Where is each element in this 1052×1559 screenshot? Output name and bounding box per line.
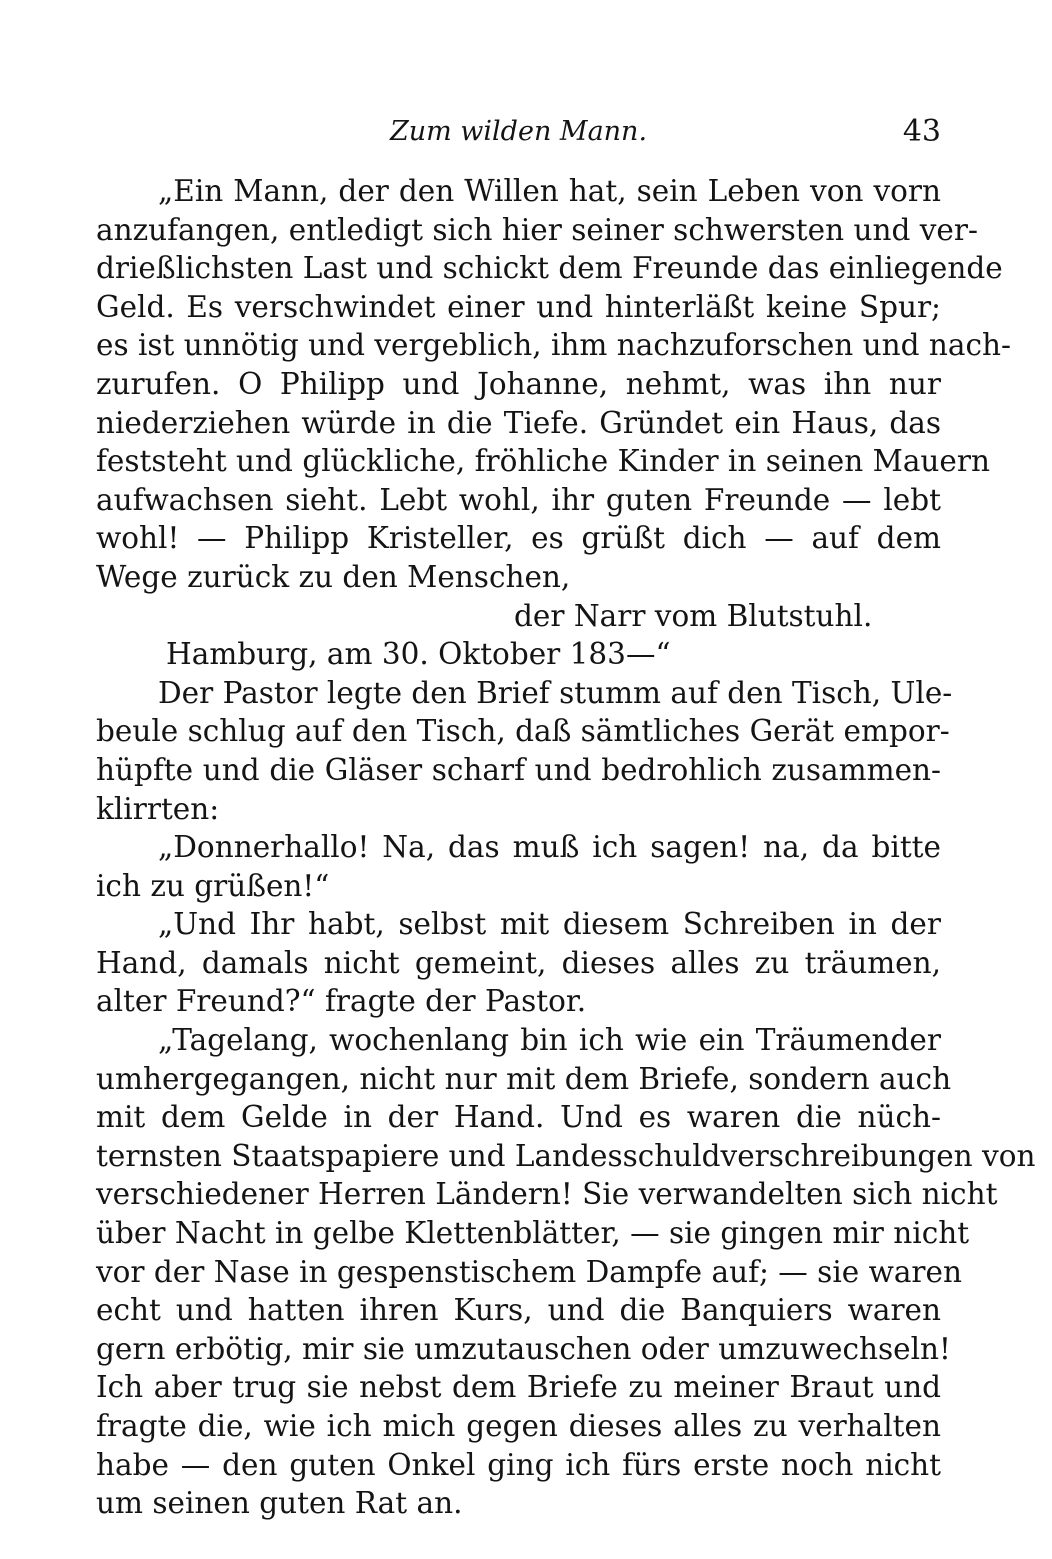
text-line: habe — den guten Onkel ging ich fürs erste noch nicht (96, 1447, 941, 1482)
text-line: über Nacht in gelbe Klettenblätter, — sie gingen mir nicht (96, 1216, 970, 1251)
text-line: Wege zurück zu den Menschen, (96, 559, 571, 594)
text-line: beule schlug auf den Tisch, daß sämtliches Gerät empor- (96, 714, 950, 749)
text-line: ich zu grüßen!“ (96, 868, 330, 903)
text-line: „Und Ihr habt, selbst mit diesem Schreiben in der (158, 907, 941, 942)
text-line: „Tagelang, wochenlang bin ich wie ein Träumender (158, 1023, 941, 1058)
text-line: feststeht und glückliche, fröhliche Kinder in seinen Mauern (96, 444, 990, 479)
text-line: fragte die, wie ich mich gegen dieses alles zu verhalten (96, 1409, 941, 1443)
text-line: Geld. Es verschwindet einer und hinterläßt keine Spur; (96, 289, 941, 324)
text-line: vor der Nase in gespenstischem Dampfe auf; — sie waren (96, 1254, 962, 1289)
text-line: es ist unnötig und vergeblich, ihm nachzuforschen und nach- (96, 328, 1011, 363)
text-line: mit dem Gelde in der Hand. Und es waren die nüch- (96, 1100, 941, 1135)
running-head (96, 112, 941, 152)
text-line: aufwachsen sieht. Lebt wohl, ihr guten Freunde — lebt (96, 482, 941, 517)
text-line: anzufangen, entledigt sich hier seiner schwersten und ver- (96, 212, 978, 247)
signature-line: der Narr vom Blutstuhl. (514, 598, 873, 633)
text-line: zurufen. O Philipp und Johanne, nehmt, was ihn nur (96, 366, 941, 401)
text-line: „Ein Mann, der den Willen hat, sein Leben von vorn (158, 174, 941, 208)
text-line: echt und hatten ihren Kurs, und die Banquiers waren (96, 1293, 941, 1328)
text-line: „Donnerhallo! Na, das muß ich sagen! na, da bitte (158, 830, 941, 865)
text-line: niederziehen würde in die Tiefe. Gründet ein Haus, das (96, 405, 941, 440)
text-line: gern erbötig, mir sie umzutauschen oder umzuwechseln! (96, 1331, 951, 1366)
text-line: verschiedener Herren Ländern! Sie verwandelten sich nicht (96, 1177, 998, 1212)
text-line: umhergegangen, nicht nur mit dem Briefe, sondern auch (96, 1061, 952, 1096)
text-line: Hand, damals nicht gemeint, dieses alles zu träumen, (96, 945, 941, 980)
text-line: wohl! — Philipp Kristeller, es grüßt dich — auf dem (96, 521, 941, 556)
text-line: um seinen guten Rat an. (96, 1486, 463, 1521)
dateline: Hamburg, am 30. Oktober 183—“ (166, 637, 671, 672)
text-line: hüpfte und die Gläser scharf und bedrohlich zusammen- (96, 752, 941, 787)
text-line: alter Freund?“ fragte der Pastor. (96, 984, 587, 1019)
text-line: Ich aber trug sie nebst dem Briefe zu meiner Braut und (96, 1370, 941, 1405)
body-text (96, 172, 1036, 1523)
running-title: Zum wilden Mann. (389, 116, 648, 147)
text-line: klirrten: (96, 791, 220, 826)
text-line: Der Pastor legte den Brief stumm auf den Tisch, Ule- (158, 675, 953, 710)
page-number: 43 (902, 114, 941, 149)
text-line: ternsten Staatspapiere und Landesschuldverschreibungen von (96, 1138, 1036, 1173)
text-line: drießlichsten Last und schickt dem Freunde das einliegende (96, 251, 1003, 286)
